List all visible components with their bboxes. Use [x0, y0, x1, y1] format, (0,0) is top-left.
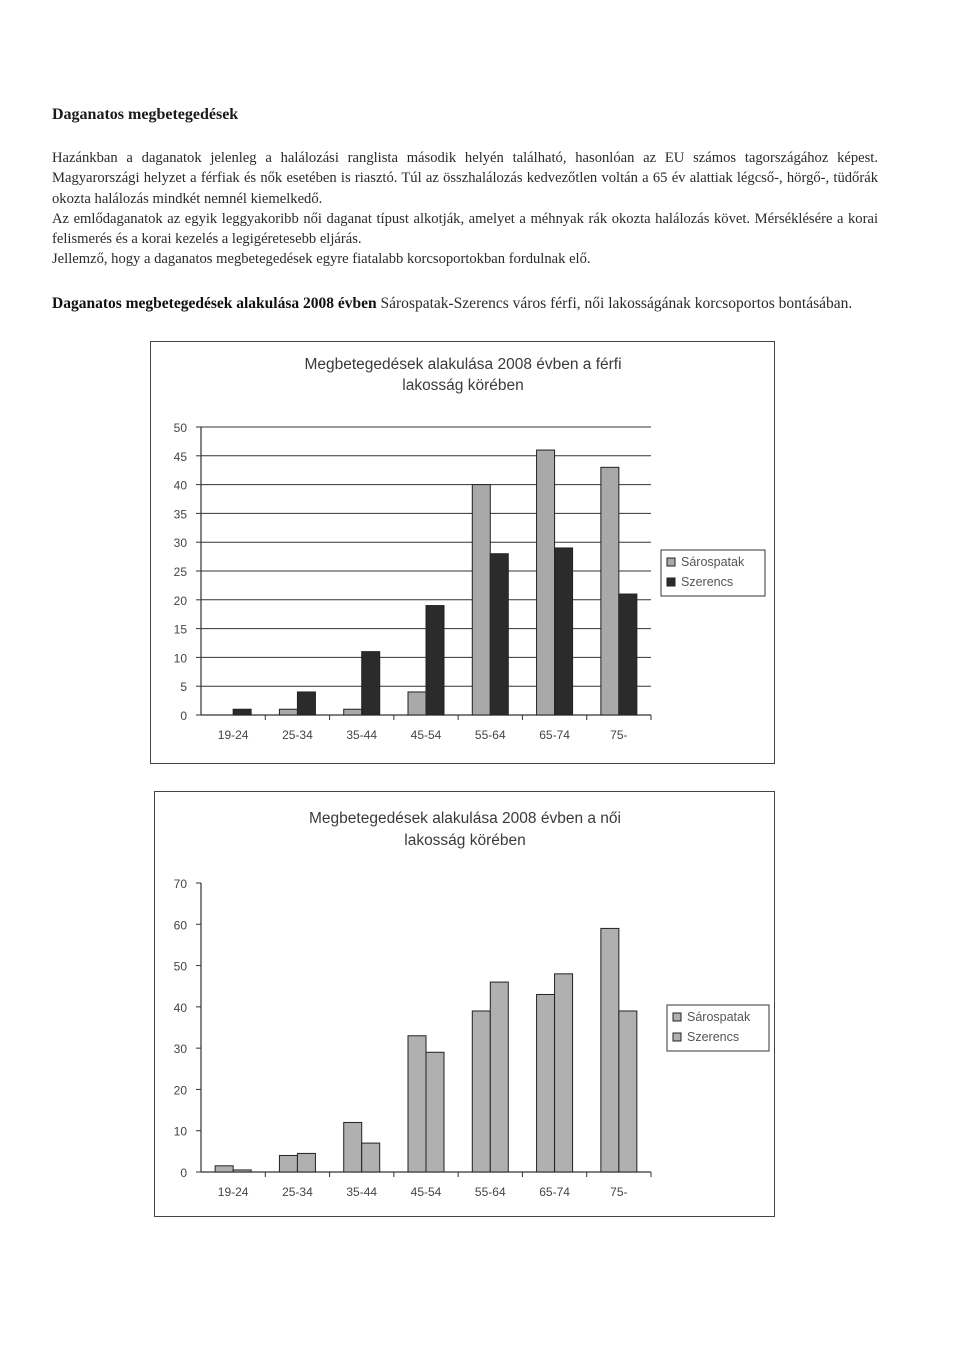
female-ytick-label: 20	[173, 1083, 187, 1098]
male-xtick-label: 45-54	[410, 728, 442, 742]
male-xtick-label: 19-24	[217, 728, 249, 742]
female-chart-frame	[154, 791, 775, 1217]
male-bar-szerencs-75-	[619, 594, 637, 715]
male-chart-title-line1: Megbetegedések alakulása 2008 évben a férfi	[304, 356, 622, 373]
female-bar-szerencs-55-64	[490, 982, 508, 1172]
female-legend-label: Szerencs	[687, 1030, 740, 1044]
paragraph-3: Jellemző, hogy a daganatos megbetegedések egyre fiatalabb korcsoportokban fordulnak elő.	[52, 251, 591, 268]
male-legend	[661, 550, 765, 596]
female-bar-sarospatak-35-44	[344, 1122, 362, 1172]
female-bar-szerencs-35-44	[362, 1143, 380, 1172]
female-xtick-label: 25-34	[282, 1185, 313, 1199]
female-xtick-label: 55-64	[474, 1185, 506, 1199]
female-ytick-label: 60	[173, 918, 187, 933]
female-chart-title-line2: lakosság körében	[404, 832, 526, 849]
female-ytick-label: 50	[173, 959, 187, 974]
female-chart	[155, 792, 774, 1216]
male-ytick-label: 15	[173, 622, 187, 637]
female-ytick-label: 10	[173, 1124, 187, 1139]
male-bar-szerencs-55-64	[490, 554, 508, 715]
male-chart-plot	[174, 421, 765, 742]
female-bar-sarospatak-19-24	[215, 1166, 233, 1172]
female-xtick-label: 19-24	[217, 1185, 249, 1199]
female-bar-sarospatak-25-34	[279, 1155, 297, 1172]
male-bar-sarospatak-25-34	[279, 709, 297, 715]
male-bar-sarospatak-35-44	[344, 709, 362, 715]
male-ytick-label: 20	[173, 593, 187, 608]
female-ytick-label: 0	[180, 1166, 187, 1180]
female-xtick-label: 45-54	[410, 1185, 442, 1199]
male-xtick-label: 55-64	[474, 728, 506, 742]
female-legend-swatch	[673, 1033, 681, 1041]
female-ytick-label: 30	[173, 1042, 187, 1057]
female-ytick-label: 70	[173, 877, 187, 891]
male-xtick-label: 25-34	[282, 728, 313, 742]
male-bar-szerencs-19-24	[233, 709, 251, 715]
male-bar-szerencs-35-44	[362, 652, 380, 715]
section-heading-rest: Sárospatak-Szerencs város férfi, női lakosságának korcsoportos bontásában.	[376, 295, 853, 312]
female-xtick-label: 75-	[610, 1185, 628, 1199]
male-ytick-label: 35	[173, 507, 187, 522]
male-chart	[151, 342, 774, 763]
body-text	[52, 148, 878, 270]
male-ytick-label: 50	[173, 421, 187, 435]
female-bar-szerencs-19-24	[233, 1170, 251, 1172]
female-bar-sarospatak-55-64	[472, 1011, 490, 1172]
male-ytick-label: 10	[173, 651, 187, 666]
female-legend-label: Sárospatak	[687, 1010, 751, 1024]
male-chart-frame	[150, 341, 775, 764]
male-ytick-label: 25	[173, 565, 187, 579]
section-heading-bold: Daganatos megbetegedések alakulása 2008 évben	[52, 295, 377, 312]
chart-section-heading	[52, 293, 878, 314]
male-bar-sarospatak-55-64	[472, 485, 490, 715]
female-bar-szerencs-25-34	[297, 1153, 315, 1172]
male-bar-szerencs-45-54	[426, 606, 444, 715]
female-legend	[667, 1005, 769, 1051]
female-bar-szerencs-45-54	[426, 1052, 444, 1172]
paragraph-1: Hazánkban a daganatok jelenleg a halálozási ranglista második helyén található, hasonlóan az EU számos tagországához képest. Magyarországi helyzet a férfiak és nők esetében is riasztó. Túl az összhalálozás kedvezőtlen voltán a 65 év alattiak légcső-, hörgő-, tüdőrák okozta halálozás mindkét nemnél kiemelkedő.	[52, 150, 878, 207]
female-bar-sarospatak-65-74	[537, 994, 555, 1172]
document-heading: Daganatos megbetegedések	[52, 106, 239, 123]
male-bar-sarospatak-65-74	[537, 450, 555, 715]
male-ytick-label: 40	[173, 478, 187, 493]
male-legend-label: Sárospatak	[681, 555, 745, 569]
female-chart-title-line1: Megbetegedések alakulása 2008 évben a női	[309, 810, 621, 827]
male-ytick-label: 30	[173, 536, 187, 551]
male-legend-label: Szerencs	[681, 575, 734, 589]
female-bar-szerencs-65-74	[555, 974, 573, 1172]
male-xtick-label: 35-44	[346, 728, 378, 742]
male-bar-sarospatak-45-54	[408, 692, 426, 715]
male-bar-szerencs-25-34	[297, 692, 315, 715]
paragraph-2: Az emlődaganatok az egyik leggyakoribb női daganat típust alkotják, amelyet a méhnyak rák okozta halálozás követ. Mérséklésére a korai felismerés és a korai kezelés a legigéretesebb eljárás.	[52, 210, 878, 248]
female-xtick-label: 65-74	[539, 1185, 570, 1199]
male-legend-swatch	[667, 558, 675, 566]
female-legend-swatch	[673, 1013, 681, 1021]
male-ytick-label: 45	[173, 449, 187, 464]
male-ytick-label: 5	[180, 680, 187, 695]
male-xtick-label: 65-74	[539, 728, 570, 742]
female-bar-sarospatak-45-54	[408, 1036, 426, 1172]
female-xtick-label: 35-44	[346, 1185, 378, 1199]
female-chart-plot	[174, 877, 769, 1199]
female-ytick-label: 40	[173, 1000, 187, 1015]
female-bar-sarospatak-75-	[601, 928, 619, 1172]
male-legend-swatch	[667, 578, 675, 586]
male-bar-sarospatak-75-	[601, 467, 619, 715]
female-bar-szerencs-75-	[619, 1011, 637, 1172]
male-xtick-label: 75-	[610, 728, 628, 742]
male-bar-szerencs-65-74	[555, 548, 573, 715]
male-chart-title-line2: lakosság körében	[402, 377, 524, 394]
male-ytick-label: 0	[180, 709, 187, 723]
